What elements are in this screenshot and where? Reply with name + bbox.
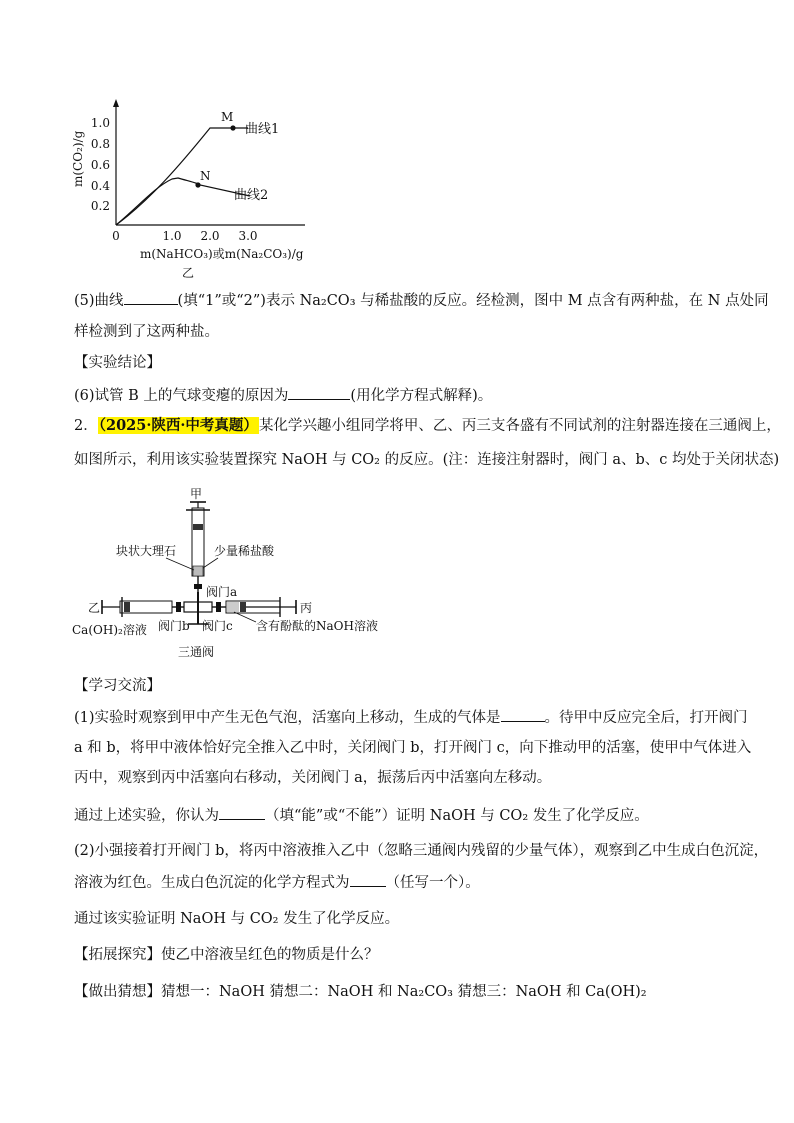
label-dilute-hcl: 少量稀盐酸 [214, 544, 275, 558]
q1b-answer-blank[interactable] [219, 805, 265, 820]
point-m-label: M [221, 110, 234, 124]
q5-line2: 样检测到了这两种盐。 [74, 324, 219, 340]
point-m [230, 125, 235, 130]
valve-b [176, 602, 181, 612]
q1-line1 [74, 707, 748, 728]
bing-piston [240, 602, 246, 612]
q5-mid: (填“1”或“2”)表示 Na₂CO₃ 与稀盐酸的反应。经检测，图中 M 点含有两种盐，在 N 点处同 [177, 293, 769, 309]
x-tick-label: 2.0 [200, 229, 220, 243]
y-axis-arrow [113, 99, 119, 107]
q1b-prefix: 通过上述实验，你认为 [74, 808, 219, 824]
q1-line3: 丙中，观察到丙中活塞向右移动，关闭阀门 a，振荡后丙中活塞向左移动。 [74, 770, 552, 786]
valve-a [194, 584, 202, 589]
point-n-label: N [200, 169, 211, 183]
valve-c [216, 602, 221, 612]
q2-line2 [74, 872, 480, 893]
curve-2 [116, 178, 250, 225]
hcl-pointer [203, 558, 218, 568]
problem2-line1 [74, 416, 781, 436]
yi-piston [124, 602, 130, 612]
problem2-number: 2． [74, 418, 98, 434]
y-axis-label: m(CO₂)/g [71, 130, 85, 187]
curve-1 [116, 128, 248, 225]
bing-solution [227, 602, 239, 612]
q2-line2-suffix: （任写一个）。 [385, 875, 480, 891]
problem2-line1-rest: 某化学兴趣小组同学将甲、乙、丙三支各盛有不同试剂的注射器连接在三通阀上， [258, 418, 781, 434]
marble-pointer [166, 558, 194, 570]
extend-line: 【拓展探究】使乙中溶液呈红色的物质是什么？ [74, 947, 379, 963]
q1-line1-suffix: 。待甲中反应完全后，打开阀门 [544, 710, 748, 726]
label-three-way: 三通阀 [178, 645, 215, 659]
q5-answer-blank[interactable] [124, 290, 178, 305]
y-ticks [91, 116, 110, 213]
guess-line: 【做出猜想】猜想一：NaOH 猜想二：NaOH 和 Na₂CO₃ 猜想三：NaOH 和 Ca(OH)₂ [74, 984, 647, 1000]
problem2-source-tag: （2025·陕西·中考真题） [98, 417, 258, 434]
label-marble: 块状大理石 [116, 544, 177, 558]
y-tick-label: 1.0 [90, 116, 110, 130]
label-bing: 丙 [300, 601, 313, 615]
q1-line1-prefix: (1)实验时观察到甲中产生无色气泡，活塞向上移动，生成的气体是 [74, 710, 501, 726]
x-axis-label: m(NaHCO₃)或m(Na₂CO₃)/g [140, 247, 304, 261]
x-tick-label: 0 [112, 229, 120, 243]
x-tick-label: 3.0 [238, 229, 258, 243]
q2-line2-prefix: 溶液为红色。生成白色沉淀的化学方程式为 [74, 875, 350, 891]
jia-marble [193, 566, 203, 576]
section-conclusion: 【实验结论】 [74, 355, 161, 371]
section-study: 【学习交流】 [74, 678, 161, 694]
q6-suffix: (用化学方程式解释)。 [350, 388, 493, 404]
q6-prefix: (6)试管 B 上的气球变瘪的原因为 [74, 388, 289, 404]
q1b-line [74, 805, 649, 826]
syringe-apparatus [70, 484, 390, 662]
q6-answer-blank[interactable] [288, 385, 350, 400]
q1-answer-blank[interactable] [501, 707, 545, 722]
co2-mass-graph [60, 95, 320, 285]
q2-line1: (2)小强接着打开阀门 b，将丙中溶液推入乙中（忽略三通阀内残留的少量气体），观察到乙中生成白色沉淀， [74, 843, 769, 859]
q5-line1 [74, 290, 769, 311]
label-naoh-phenol: 含有酚酞的NaOH溶液 [256, 619, 378, 633]
jia-piston [193, 524, 203, 530]
curve-2-label: 曲线2 [234, 188, 269, 203]
graph-caption: 乙 [182, 266, 195, 280]
x-ticks [112, 229, 257, 243]
y-tick-label: 0.2 [90, 199, 110, 213]
y-tick-label: 0.6 [90, 158, 110, 172]
problem2-line2: 如图所示，利用该实验装置探究 NaOH 与 CO₂ 的反应。(注：连接注射器时，阀门 a、b、c 均处于关闭状态) [74, 452, 780, 468]
q2-answer-blank[interactable] [350, 872, 386, 887]
q6-line [74, 385, 492, 406]
label-yi: 乙 [88, 601, 101, 615]
q2b-line: 通过该实验证明 NaOH 与 CO₂ 发生了化学反应。 [74, 911, 400, 927]
q1-line2: a 和 b，将甲中液体恰好完全推入乙中时，关闭阀门 b，打开阀门 c，向下推动甲的活塞，使甲中气体进入 [74, 740, 752, 756]
label-caoh2: Ca(OH)₂溶液 [72, 623, 147, 637]
x-tick-label: 1.0 [162, 229, 182, 243]
q1b-suffix: （填“能”或“不能”）证明 NaOH 与 CO₂ 发生了化学反应。 [265, 808, 649, 824]
point-n [195, 182, 200, 187]
label-valve-c: 阀门c [202, 619, 233, 633]
label-valve-a: 阀门a [206, 585, 238, 599]
curve-1-label: 曲线1 [245, 122, 280, 137]
label-valve-b: 阀门b [158, 619, 190, 633]
q5-prefix: (5)曲线 [74, 293, 124, 309]
label-jia: 甲 [190, 487, 203, 501]
y-tick-label: 0.8 [90, 137, 110, 151]
y-tick-label: 0.4 [90, 179, 110, 193]
